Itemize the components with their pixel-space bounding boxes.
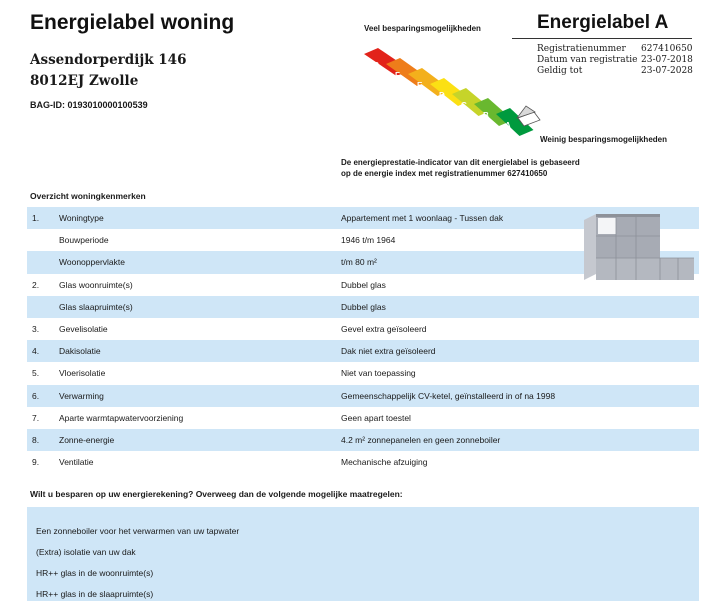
energy-class-letter: B (483, 111, 489, 120)
row-value: t/m 80 m² (341, 257, 377, 268)
row-label: Woonoppervlakte (59, 257, 125, 268)
scale-top-caption: Veel besparingsmogelijkheden (364, 24, 481, 33)
registration-key: Registratienummer (537, 44, 626, 54)
table-row (27, 429, 699, 451)
row-value: 4.2 m² zonnepanelen en geen zonneboiler (341, 434, 501, 445)
row-label: Glas woonruimte(s) (59, 279, 133, 290)
row-label: Glas slaapruimte(s) (59, 301, 133, 312)
building-illustration (584, 214, 696, 280)
measure-item: HR++ glas in de woonruimte(s) (36, 568, 154, 578)
row-label: Aparte warmtapwatervoorziening (59, 412, 184, 423)
row-label: Ventilatie (59, 457, 94, 468)
row-number: 1. (32, 213, 40, 224)
building-top-layer (596, 214, 660, 217)
row-number: 7. (32, 412, 40, 423)
row-number: 2. (32, 279, 40, 290)
scale-bottom-caption: Weinig besparingsmogelijkheden (540, 135, 667, 144)
energy-class-letter: G (373, 61, 380, 70)
indicator-line-2: op de energie index met registratienummer 627410650 (341, 169, 548, 178)
energy-class-letter: A (505, 121, 511, 130)
table-row (27, 451, 699, 473)
row-value: Dubbel glas (341, 279, 386, 290)
row-label: Bouwperiode (59, 235, 109, 246)
row-value: 1946 t/m 1964 (341, 235, 396, 246)
measure-item: (Extra) isolatie van uw dak (36, 547, 136, 557)
row-value: Mechanische afzuiging (341, 457, 428, 468)
building-roof-left (584, 214, 596, 280)
table-row (27, 340, 699, 362)
row-label: Vloerisolatie (59, 368, 106, 379)
row-value: Gemeenschappelijk CV-ketel, geïnstalleerd in of na 1998 (341, 390, 556, 401)
measures-list (27, 507, 699, 601)
row-value: Dubbel glas (341, 301, 386, 312)
row-value: Niet van toepassing (341, 368, 416, 379)
row-label: Zonne-energie (59, 434, 115, 445)
indicator-line-1: De energieprestatie-indicator van dit energielabel is gebaseerd (341, 158, 580, 167)
row-number: 4. (32, 346, 40, 357)
energy-class-letter: E (417, 81, 423, 90)
row-number: 9. (32, 457, 40, 468)
address-street: Assendorperdijk 146 (30, 52, 187, 68)
registration-key: Datum van registratie (537, 55, 638, 65)
row-label: Dakisolatie (59, 346, 101, 357)
row-number: 6. (32, 390, 40, 401)
registration-value: 23-07-2018 (641, 55, 693, 65)
registration-key: Geldig tot (537, 66, 583, 76)
page-title: Energielabel woning (30, 11, 235, 34)
building-highlight-apartment (598, 218, 616, 234)
bag-id: BAG-ID: 0193010000100539 (30, 100, 148, 110)
energy-class-letter: C (461, 101, 467, 110)
measures-question: Wilt u besparen op uw energierekening? Overweeg dan de volgende mogelijke maatregelen: (30, 489, 403, 499)
table-row (27, 385, 699, 407)
table-row (27, 362, 699, 384)
measure-item: Een zonneboiler voor het verwarmen van uw tapwater (36, 526, 240, 536)
table-row (27, 407, 699, 429)
row-label: Verwarming (59, 390, 104, 401)
energy-class-letter: F (395, 71, 400, 80)
energy-class-letter: D (439, 91, 445, 100)
indicator-note (341, 157, 641, 179)
address-city: 8012EJ Zwolle (30, 73, 139, 89)
table-row (27, 296, 699, 318)
measure-item: HR++ glas in de slaapruimte(s) (36, 589, 154, 599)
row-value: Appartement met 1 woonlaag - Tussen dak (341, 213, 504, 224)
table-row (27, 318, 699, 340)
row-label: Gevelisolatie (59, 324, 108, 335)
energy-label-title: Energielabel A (537, 12, 669, 33)
row-value: Dak niet extra geïsoleerd (341, 346, 436, 357)
row-value: Geen apart toestel (341, 412, 411, 423)
registration-value: 23-07-2028 (641, 66, 693, 76)
building-block-lower (596, 258, 694, 280)
overview-title: Overzicht woningkenmerken (30, 191, 146, 201)
registration-divider (512, 38, 692, 39)
row-label: Woningtype (59, 213, 104, 224)
row-number: 8. (32, 434, 40, 445)
row-value: Gevel extra geïsoleerd (341, 324, 427, 335)
row-number: 5. (32, 368, 40, 379)
energy-label-scale (360, 40, 580, 142)
row-number: 3. (32, 324, 40, 335)
registration-value: 627410650 (641, 44, 693, 54)
